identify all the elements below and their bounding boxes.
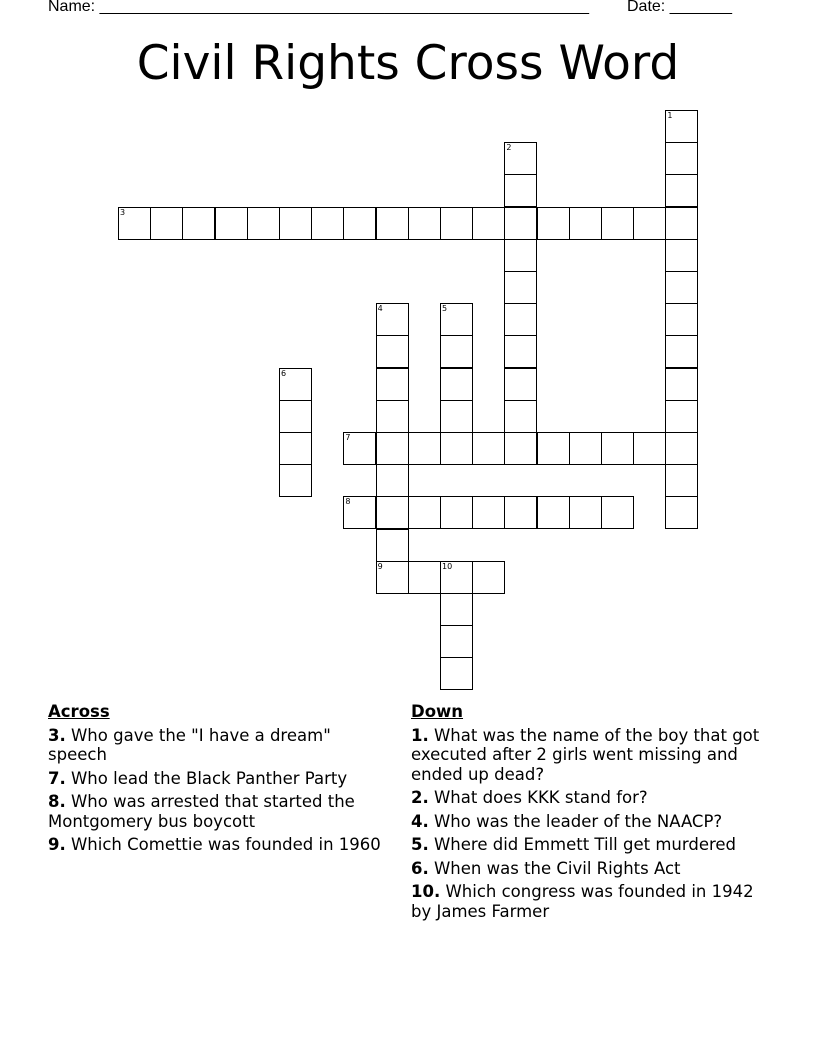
crossword-cell[interactable]: [665, 432, 698, 465]
clue-item: [48, 769, 393, 789]
clue-number: 10.: [411, 882, 441, 901]
crossword-cell[interactable]: [440, 432, 473, 465]
clue-text: Who was the leader of the NAACP?: [428, 811, 723, 831]
crossword-cell[interactable]: [504, 368, 537, 401]
crossword-cell[interactable]: [504, 496, 537, 529]
clue-item: [48, 792, 393, 831]
crossword-cell[interactable]: [665, 335, 698, 368]
clue-item: [411, 726, 761, 785]
cell-number: 1: [667, 111, 673, 120]
clue-item: [411, 882, 761, 921]
crossword-cell[interactable]: [376, 432, 409, 465]
crossword-cell[interactable]: [472, 207, 505, 240]
date-field-label: Date: _______: [627, 0, 732, 15]
clue-text: Who gave the "I have a dream" speech: [48, 725, 331, 764]
crossword-cell[interactable]: [665, 271, 698, 304]
crossword-cell[interactable]: [376, 335, 409, 368]
crossword-cell[interactable]: [247, 207, 280, 240]
crossword-cell[interactable]: [472, 496, 505, 529]
crossword-cell[interactable]: [376, 207, 409, 240]
crossword-cell[interactable]: [665, 303, 698, 336]
clue-number: 9.: [48, 835, 66, 854]
crossword-cell[interactable]: [665, 496, 698, 529]
across-heading: Across: [48, 702, 110, 721]
crossword-cell[interactable]: [215, 207, 248, 240]
crossword-cell[interactable]: [504, 174, 537, 207]
crossword-cell[interactable]: [440, 625, 473, 658]
clue-number: 1.: [411, 725, 429, 745]
crossword-cell[interactable]: [343, 432, 376, 465]
cell-number: 4: [377, 304, 383, 314]
crossword-cell[interactable]: [376, 561, 409, 594]
crossword-cell[interactable]: [343, 496, 376, 529]
crossword-cell[interactable]: [537, 432, 570, 465]
crossword-cell[interactable]: [279, 400, 312, 433]
cell-number: 9: [377, 561, 383, 571]
crossword-cell[interactable]: [279, 368, 312, 401]
crossword-cell[interactable]: [440, 561, 473, 594]
clue-text: Who was arrested that started the Montgomery bus boycott: [48, 792, 355, 831]
crossword-cell[interactable]: [665, 174, 698, 207]
clue-number: 7.: [48, 768, 66, 788]
crossword-cell[interactable]: [504, 432, 537, 465]
crossword-cell[interactable]: [376, 303, 409, 336]
crossword-cell[interactable]: [440, 368, 473, 401]
crossword-cell[interactable]: [472, 432, 505, 465]
crossword-cell[interactable]: [408, 496, 441, 529]
crossword-cell[interactable]: [665, 400, 698, 433]
cell-number: 6: [281, 368, 287, 378]
crossword-cell[interactable]: [376, 400, 409, 433]
crossword-cell[interactable]: [633, 432, 666, 465]
crossword-cell[interactable]: [665, 239, 698, 272]
clue-text: When was the Civil Rights Act: [428, 858, 681, 878]
crossword-cell[interactable]: [504, 400, 537, 433]
crossword-cell[interactable]: [633, 207, 666, 240]
crossword-cell[interactable]: [408, 207, 441, 240]
name-field-label: Name: _______________________________________________________: [48, 0, 589, 15]
crossword-cell[interactable]: [504, 142, 537, 175]
crossword-cell[interactable]: [665, 110, 698, 143]
crossword-cell[interactable]: [343, 207, 376, 240]
crossword-cell[interactable]: [279, 432, 312, 465]
cell-number: 7: [345, 433, 351, 442]
crossword-cell[interactable]: [504, 335, 537, 368]
crossword-cell[interactable]: [182, 207, 215, 240]
crossword-cell[interactable]: [118, 207, 151, 240]
clue-number: 2.: [411, 788, 429, 807]
clue-number: 5.: [411, 835, 429, 854]
crossword-cell[interactable]: [440, 400, 473, 433]
crossword-cell[interactable]: [408, 561, 441, 594]
crossword-cell[interactable]: [569, 207, 602, 240]
clue-text: What does KKK stand for?: [428, 788, 648, 807]
cell-number: 10: [442, 561, 453, 571]
crossword-cell[interactable]: [440, 207, 473, 240]
crossword-cell[interactable]: [376, 368, 409, 401]
crossword-cell[interactable]: [537, 496, 570, 529]
crossword-cell[interactable]: [150, 207, 183, 240]
crossword-cell[interactable]: [472, 561, 505, 594]
crossword-cell[interactable]: [440, 593, 473, 626]
crossword-cell[interactable]: [569, 496, 602, 529]
crossword-cell[interactable]: [440, 335, 473, 368]
page-title: Civil Rights Cross Word: [136, 36, 680, 91]
crossword-cell[interactable]: [376, 529, 409, 562]
crossword-cell[interactable]: [279, 464, 312, 497]
clue-text: What was the name of the boy that got executed after 2 girls went missing and ended up dead?: [411, 725, 760, 784]
crossword-cell[interactable]: [504, 271, 537, 304]
crossword-cell[interactable]: [376, 496, 409, 529]
down-clues: [411, 702, 761, 925]
crossword-cell[interactable]: [665, 368, 698, 401]
crossword-cell[interactable]: [440, 303, 473, 336]
crossword-cell[interactable]: [376, 464, 409, 497]
clue-item: [411, 859, 761, 879]
crossword-cell[interactable]: [537, 207, 570, 240]
cell-number: 8: [345, 497, 351, 507]
across-clues: [48, 702, 393, 859]
clue-text: Which congress was founded in 1942 by James Farmer: [411, 882, 754, 921]
clue-text: Where did Emmett Till get murdered: [428, 835, 737, 854]
clue-number: 6.: [411, 858, 429, 878]
crossword-cell[interactable]: [665, 207, 698, 240]
crossword-cell[interactable]: [408, 432, 441, 465]
crossword-cell[interactable]: [504, 303, 537, 336]
clue-item: [411, 788, 761, 808]
clue-number: 3.: [48, 725, 66, 745]
cell-number: 3: [120, 207, 126, 217]
crossword-cell[interactable]: [601, 432, 634, 465]
cell-number: 5: [442, 304, 448, 314]
crossword-cell[interactable]: [504, 239, 537, 272]
clue-number: 8.: [48, 792, 66, 811]
crossword-cell[interactable]: [601, 207, 634, 240]
crossword-cell[interactable]: [440, 657, 473, 690]
crossword-cell[interactable]: [311, 207, 344, 240]
crossword-cell[interactable]: [665, 142, 698, 175]
clue-text: Which Comettie was founded in 1960: [65, 835, 381, 854]
clue-item: [411, 812, 761, 832]
down-heading: Down: [411, 702, 464, 721]
crossword-cell[interactable]: [601, 496, 634, 529]
crossword-cell[interactable]: [279, 207, 312, 240]
crossword-cell[interactable]: [504, 207, 537, 240]
crossword-cell[interactable]: [569, 432, 602, 465]
cell-number: 2: [506, 143, 512, 153]
clue-item: [411, 835, 761, 855]
clue-number: 4.: [411, 811, 429, 831]
crossword-cell[interactable]: [440, 496, 473, 529]
clue-item: [48, 726, 393, 765]
clue-item: [48, 835, 393, 855]
crossword-cell[interactable]: [665, 464, 698, 497]
clue-text: Who lead the Black Panther Party: [65, 768, 348, 788]
